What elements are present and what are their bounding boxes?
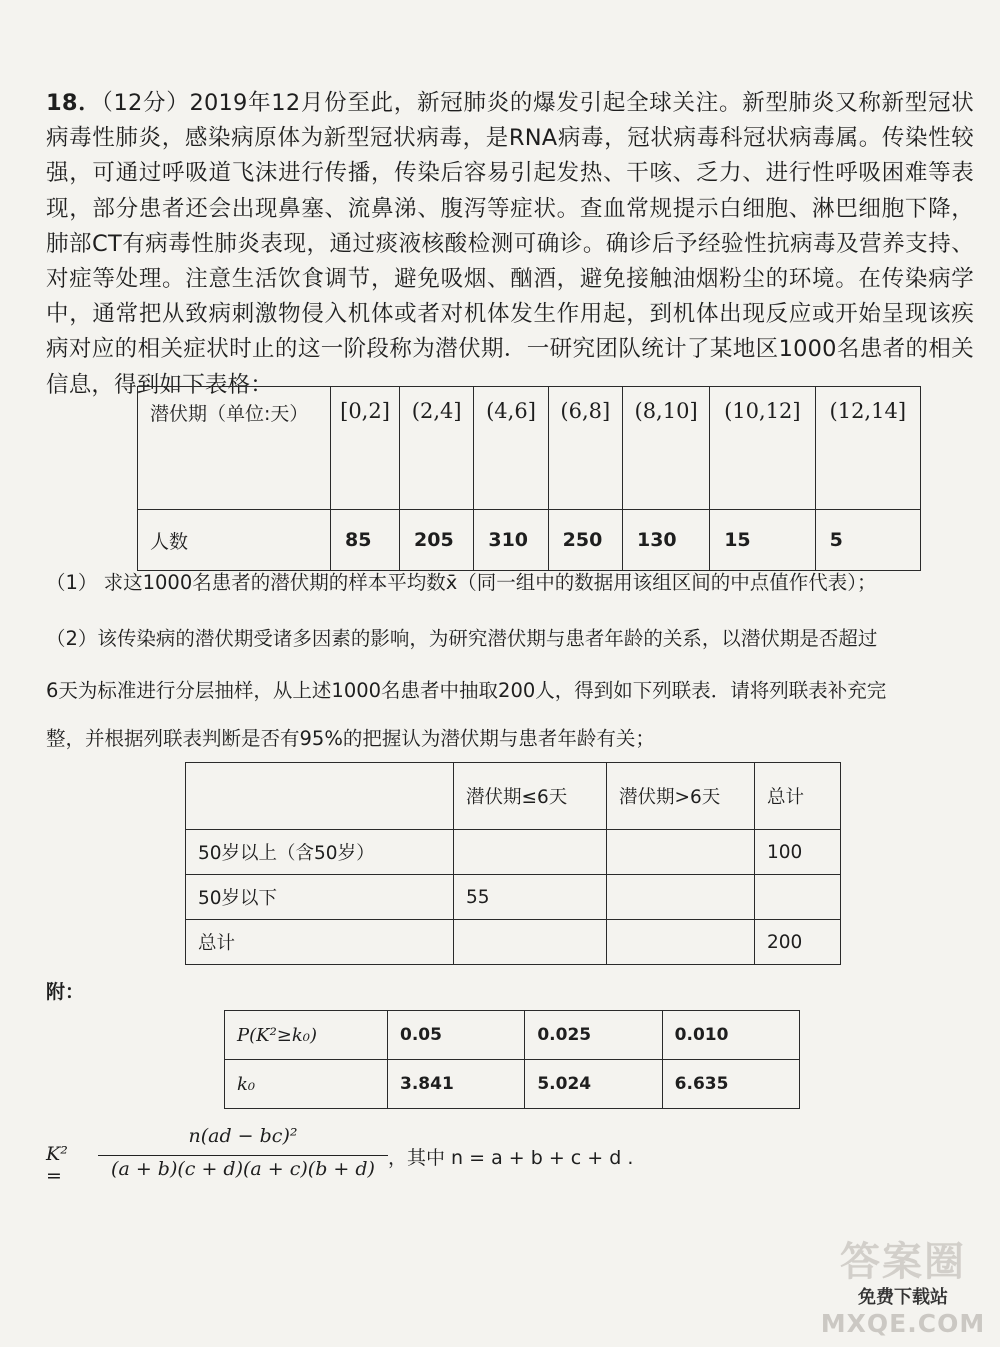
problem-points: （12分） — [101, 90, 190, 116]
formula-fraction — [98, 1125, 388, 1180]
contingency-row — [186, 875, 841, 920]
contingency-cell: 100 — [755, 830, 841, 875]
critical-value-cell: 6.635 — [662, 1060, 799, 1109]
question-1: （1） 求这1000名患者的潜伏期的样本平均数x̄（同一组中的数据用该组区间的中点值作代表）； — [46, 571, 877, 594]
interval-cell: [0,2] — [331, 387, 400, 510]
critical-value-row — [225, 1060, 800, 1109]
contingency-header: 总计 — [755, 763, 841, 830]
contingency-header-blank — [186, 763, 454, 830]
critical-value-label: k₀ — [225, 1060, 388, 1109]
interval-cell: (4,6] — [474, 387, 548, 510]
incubation-count-row — [138, 510, 921, 571]
contingency-cell: 200 — [755, 920, 841, 965]
count-cell: 85 — [331, 510, 400, 571]
contingency-cell — [454, 830, 607, 875]
incubation-table — [137, 386, 921, 571]
question-2-line-1: （2）该传染病的潜伏期受诸多因素的影响，为研究潜伏期与患者年龄的关系，以潜伏期是否超过 — [46, 627, 878, 650]
contingency-cell — [607, 830, 755, 875]
fraction-bar — [98, 1155, 388, 1156]
formula-denominator: (a + b)(c + d)(a + c)(b + d) — [111, 1158, 375, 1180]
interval-cell: (6,8] — [548, 387, 622, 510]
contingency-cell: 55 — [454, 875, 607, 920]
count-cell: 205 — [400, 510, 474, 571]
formula-tail: ，其中 n = a + b + c + d . — [388, 1147, 634, 1169]
probability-cell: 0.05 — [388, 1011, 525, 1060]
count-cell: 5 — [815, 510, 920, 571]
contingency-cell — [755, 875, 841, 920]
contingency-header: 潜伏期≤6天 — [454, 763, 607, 830]
watermark-url: MXQE.COM — [820, 1309, 986, 1338]
contingency-cell: 50岁以下 — [186, 875, 454, 920]
problem-number: 18． — [46, 90, 102, 116]
interval-cell: (12,14] — [815, 387, 920, 510]
contingency-header: 潜伏期>6天 — [607, 763, 755, 830]
contingency-header-row — [186, 763, 841, 830]
formula-lhs: K² = — [46, 1143, 68, 1187]
problem-paragraph — [46, 86, 974, 403]
contingency-row — [186, 920, 841, 965]
critical-value-table — [224, 1010, 800, 1109]
incubation-header-row — [138, 387, 921, 510]
contingency-table — [185, 762, 841, 965]
watermark-tagline: 免费下载站 — [858, 1287, 948, 1308]
critical-value-cell: 3.841 — [388, 1060, 525, 1109]
question-2-line-3: 整，并根据列联表判断是否有95%的把握认为潜伏期与患者年龄有关； — [46, 727, 655, 750]
count-cell: 250 — [548, 510, 622, 571]
interval-cell: (8,10] — [622, 387, 709, 510]
contingency-cell — [454, 920, 607, 965]
appendix-label: 附： — [46, 981, 85, 1003]
critical-value-cell: 5.024 — [525, 1060, 662, 1109]
probability-row — [225, 1011, 800, 1060]
question-2-line-2: 6天为标准进行分层抽样，从上述1000名患者中抽取200人，得到如下列联表．请将列联表补充完 — [46, 679, 887, 702]
contingency-cell: 50岁以上（含50岁） — [186, 830, 454, 875]
count-cell: 310 — [474, 510, 548, 571]
problem-text: 2019年12月份至此，新冠肺炎的爆发引起全球关注。新型肺炎又称新型冠状病毒性肺炎，感染病原体为新型冠状病毒，是RNA病毒，冠状病毒科冠状病毒属。传染性较强，可通过呼吸道飞沫进行传播，传染后容易引起发热、干咳、乏力、进行性呼吸困难等表现，部分患者还会出现鼻塞、流鼻涕、腹泻等症状。查血常规提示白细胞、淋巴细胞下降，肺部CT有病毒性肺炎表现，通过痰液核酸检测可确诊。确诊后予经验性抗病毒及营养支持、对症等处理。注意生活饮食调节，避免吸烟、酗酒，避免接触油烟粉尘的环境。在传染病学中，通常把从致病刺激物侵入机体或者对机体发生作用起，到机体出现反应或开始呈现该疾病对应的相关症状时止的这一阶段称为潜伏期．一研究团队统计了某地区1000名患者的相关信息，得到如下表格： — [46, 90, 974, 398]
count-cell: 130 — [622, 510, 709, 571]
probability-cell: 0.025 — [525, 1011, 662, 1060]
contingency-row — [186, 830, 841, 875]
interval-cell: (10,12] — [710, 387, 815, 510]
count-cell: 15 — [710, 510, 815, 571]
probability-label: P(K²≥k₀) — [225, 1011, 388, 1060]
formula-numerator: n(ad − bc)² — [188, 1125, 298, 1147]
contingency-cell — [607, 875, 755, 920]
count-label: 人数 — [138, 510, 331, 571]
contingency-cell: 总计 — [186, 920, 454, 965]
incubation-row-header: 潜伏期（单位:天） — [138, 387, 331, 510]
site-watermark — [818, 1230, 988, 1342]
interval-cell: (2,4] — [400, 387, 474, 510]
watermark-logo: 答案圈 — [840, 1239, 966, 1285]
contingency-cell — [607, 920, 755, 965]
probability-cell: 0.010 — [662, 1011, 799, 1060]
